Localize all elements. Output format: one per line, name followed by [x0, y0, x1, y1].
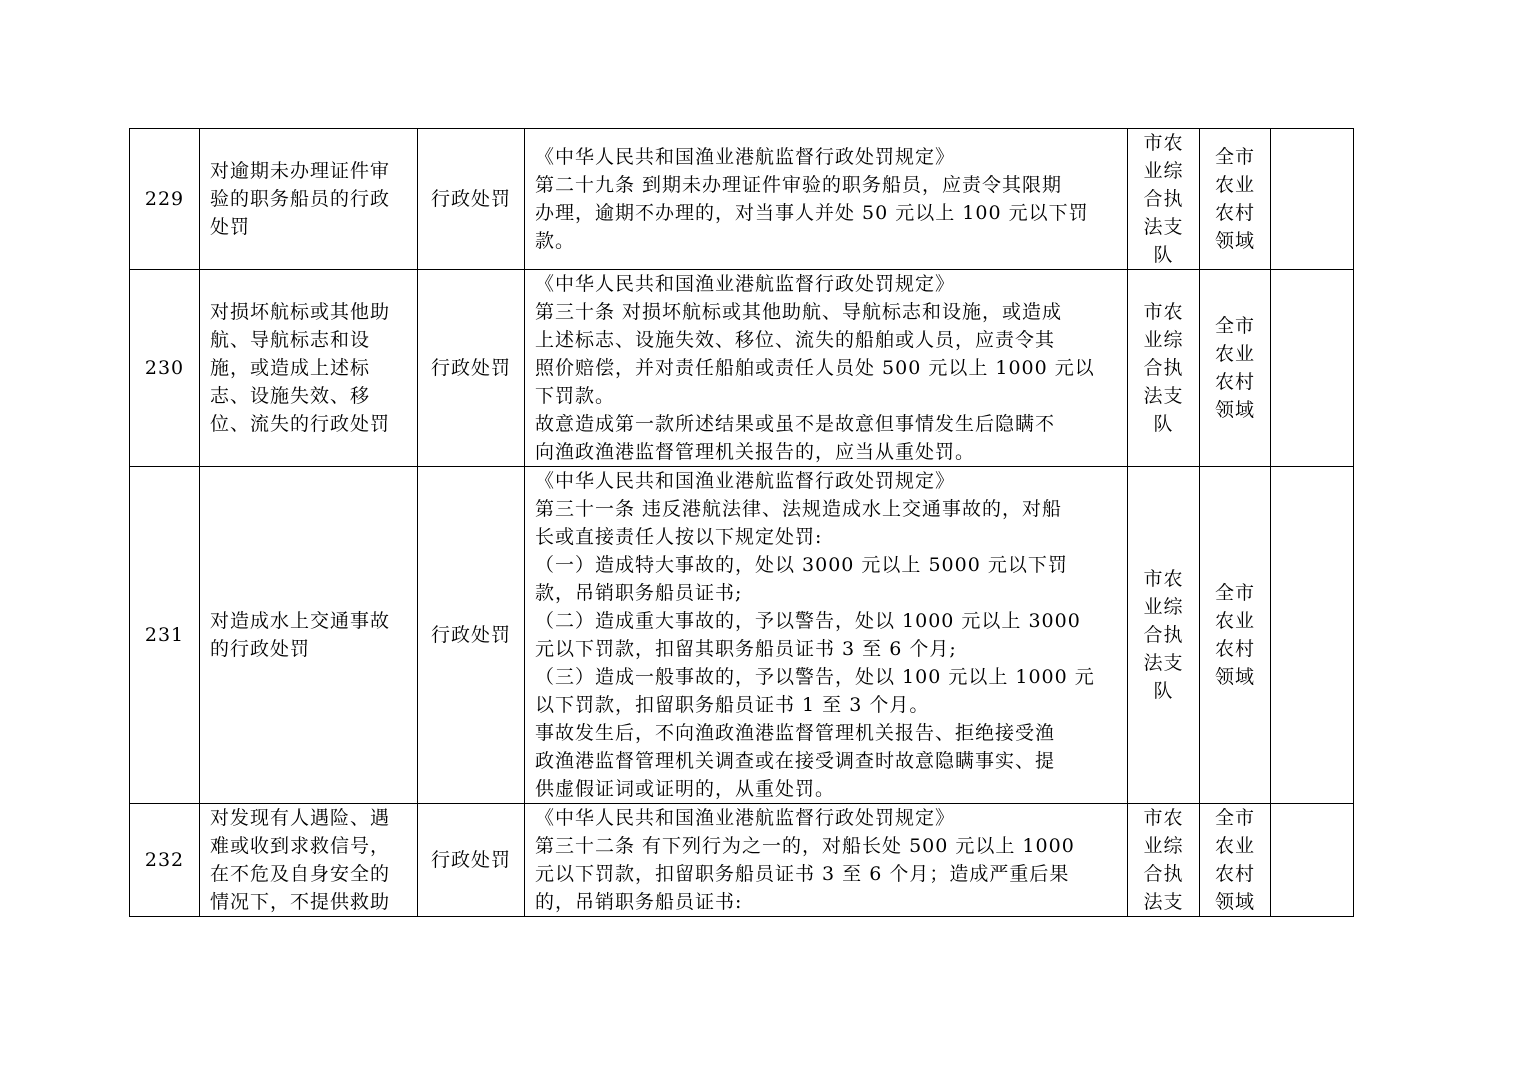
basis-line: 下罚款。 — [535, 385, 616, 407]
basis-line: 向渔政渔港监督管理机关报告的，应当从重处罚。 — [535, 441, 976, 463]
scope: 全市农业农村领域 — [1200, 804, 1271, 917]
basis-line: 款，吊销职务船员证书; — [535, 582, 743, 604]
basis-line: 《中华人民共和国渔业港航监督行政处罚规定》 — [535, 807, 956, 829]
basis-line: 长或直接责任人按以下规定处罚: — [535, 526, 823, 548]
basis-line: （二）造成重大事故的，予以警告，处以 1000 元以上 3000 — [535, 610, 1081, 632]
item-type: 行政处罚 — [418, 270, 525, 467]
row-number: 232 — [130, 804, 200, 917]
basis-line: 政渔港监督管理机关调查或在接受调查时故意隐瞒事实、提 — [535, 750, 1056, 772]
department: 市农业综合执法支队 — [1128, 270, 1200, 467]
item-type: 行政处罚 — [418, 804, 525, 917]
enforcement-items-table — [129, 128, 1354, 917]
department: 市农业综合执法支队 — [1128, 467, 1200, 804]
scope: 全市农业农村领域 — [1200, 129, 1271, 270]
basis-line: 元以下罚款，扣留职务船员证书 3 至 6 个月；造成严重后果 — [535, 863, 1070, 885]
basis-line: （三）造成一般事故的，予以警告，处以 100 元以上 1000 元 — [535, 666, 1095, 688]
item-name — [200, 270, 418, 467]
basis-line: 照价赔偿，并对责任船舶或责任人员处 500 元以上 1000 元以 — [535, 357, 1095, 379]
item-type: 行政处罚 — [418, 129, 525, 270]
table-row — [130, 270, 1354, 467]
item-name-text: 对损坏航标或其他助航、导航标志和设施，或造成上述标志、设施失效、移位、流失的行政处罚 — [210, 301, 391, 435]
department: 市农业综合执法支队 — [1128, 129, 1200, 270]
basis-line: 以下罚款，扣留职务船员证书 1 至 3 个月。 — [535, 694, 930, 716]
note — [1271, 467, 1354, 804]
basis-line: 的，吊销职务船员证书: — [535, 891, 743, 913]
legal-basis — [525, 270, 1128, 467]
table-row — [130, 129, 1354, 270]
basis-line: 《中华人民共和国渔业港航监督行政处罚规定》 — [535, 146, 956, 168]
item-name — [200, 467, 418, 804]
department: 市农业综合执法支 — [1128, 804, 1200, 917]
note — [1271, 129, 1354, 270]
note — [1271, 270, 1354, 467]
item-name — [200, 129, 418, 270]
legal-basis — [525, 804, 1128, 917]
item-type: 行政处罚 — [418, 467, 525, 804]
row-number: 229 — [130, 129, 200, 270]
scope: 全市农业农村领域 — [1200, 270, 1271, 467]
basis-line: 故意造成第一款所述结果或虽不是故意但事情发生后隐瞒不 — [535, 413, 1056, 435]
basis-line: 供虚假证词或证明的，从重处罚。 — [535, 778, 836, 800]
basis-line: 第三十条 对损坏航标或其他助航、导航标志和设施，或造成 — [535, 301, 1063, 323]
item-name-text: 对发现有人遇险、遇难或收到求救信号，在不危及自身安全的情况下，不提供救助 — [210, 807, 391, 913]
basis-line: 《中华人民共和国渔业港航监督行政处罚规定》 — [535, 470, 956, 492]
scope: 全市农业农村领域 — [1200, 467, 1271, 804]
basis-line: 款。 — [535, 230, 576, 252]
item-name-text: 对造成水上交通事故的行政处罚 — [210, 610, 391, 660]
item-name-text: 对逾期未办理证件审验的职务船员的行政处罚 — [210, 160, 391, 238]
basis-line: 第三十一条 违反港航法律、法规造成水上交通事故的，对船 — [535, 498, 1063, 520]
basis-line: 办理，逾期不办理的，对当事人并处 50 元以上 100 元以下罚 — [535, 202, 1089, 224]
basis-line: 元以下罚款，扣留其职务船员证书 3 至 6 个月; — [535, 638, 957, 660]
legal-basis — [525, 467, 1128, 804]
note — [1271, 804, 1354, 917]
item-name — [200, 804, 418, 917]
basis-line: （一）造成特大事故的，处以 3000 元以上 5000 元以下罚 — [535, 554, 1068, 576]
basis-line: 第三十二条 有下列行为之一的，对船长处 500 元以上 1000 — [535, 835, 1075, 857]
legal-basis — [525, 129, 1128, 270]
basis-line: 上述标志、设施失效、移位、流失的船舶或人员，应责令其 — [535, 329, 1056, 351]
basis-line: 事故发生后，不向渔政渔港监督管理机关报告、拒绝接受渔 — [535, 722, 1056, 744]
table-row — [130, 804, 1354, 917]
row-number: 231 — [130, 467, 200, 804]
table-row — [130, 467, 1354, 804]
basis-line: 第二十九条 到期未办理证件审验的职务船员，应责令其限期 — [535, 174, 1063, 196]
row-number: 230 — [130, 270, 200, 467]
basis-line: 《中华人民共和国渔业港航监督行政处罚规定》 — [535, 273, 956, 295]
